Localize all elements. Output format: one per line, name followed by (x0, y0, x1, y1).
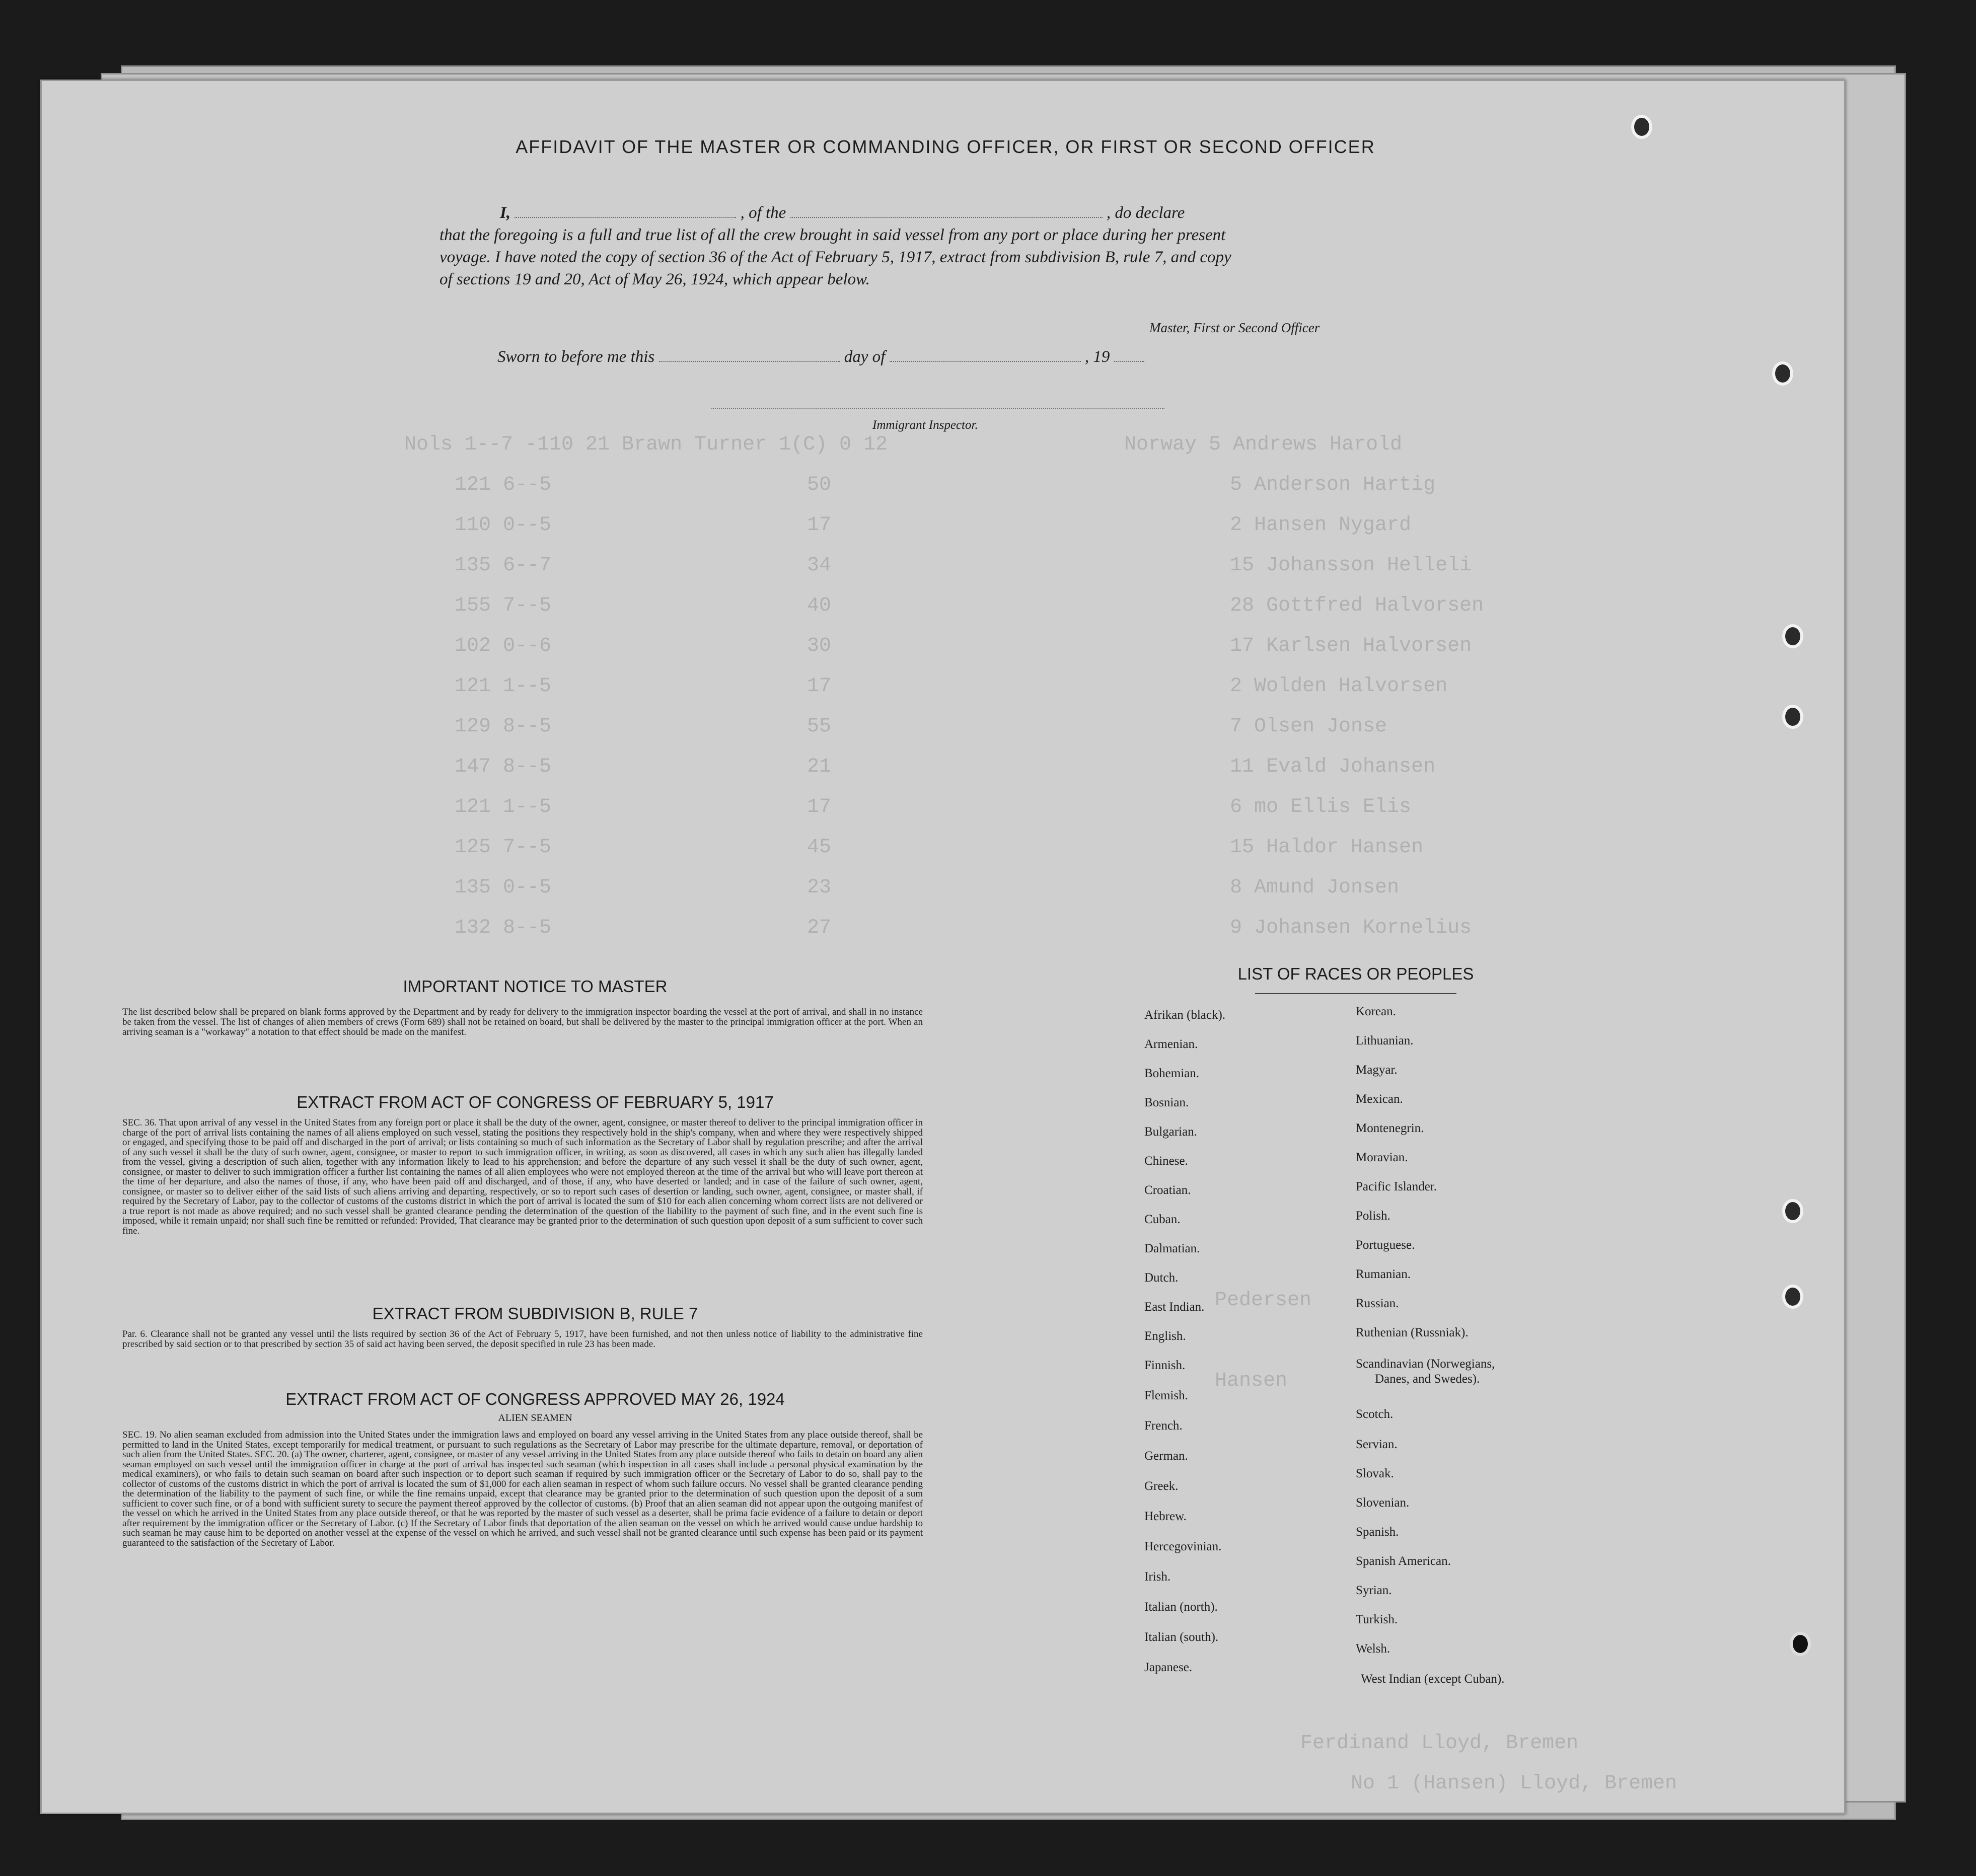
binder-hole-icon (1631, 115, 1652, 139)
race-item: Spanish American. (1356, 1554, 1451, 1568)
affidavit-title: AFFIDAVIT OF THE MASTER OR COMMANDING OFFICER, OR FIRST OR SECOND OFFICER (516, 136, 1375, 157)
extract-1924-subtitle: ALIEN SEAMEN (498, 1412, 572, 1423)
declarant-name-field[interactable] (515, 217, 736, 218)
race-item: Welsh. (1356, 1642, 1390, 1656)
race-item: Danes, and Swedes). (1375, 1372, 1480, 1386)
sworn-label: Sworn to before me this (497, 348, 655, 366)
inspector-label: Immigrant Inspector. (872, 418, 978, 432)
race-item: French. (1144, 1419, 1183, 1433)
rule7-title: EXTRACT FROM SUBDIVISION B, RULE 7 (372, 1304, 698, 1323)
race-item: Mexican. (1356, 1092, 1403, 1106)
race-item: Magyar. (1356, 1063, 1398, 1077)
sworn-year-field[interactable] (1114, 361, 1144, 362)
binder-hole-icon (1790, 1632, 1811, 1656)
master-signature-label: Master, First or Second Officer (1149, 320, 1320, 335)
do-declare-label: , do declare (1106, 204, 1185, 222)
race-item: Hebrew. (1144, 1510, 1187, 1523)
race-item: Croatian. (1144, 1183, 1191, 1197)
binder-hole-icon (1782, 1199, 1803, 1223)
race-item: Scandinavian (Norwegians, (1356, 1357, 1495, 1371)
day-of-label: day of (844, 348, 886, 366)
race-item: West Indian (except Cuban). (1361, 1672, 1505, 1686)
declaration-line-3: of sections 19 and 20, Act of May 26, 1924, which appear below. (440, 270, 870, 288)
i-label: I, (500, 204, 511, 222)
binder-hole-icon (1782, 1285, 1803, 1309)
race-item: Polish. (1356, 1209, 1390, 1223)
race-item: Spanish. (1356, 1525, 1399, 1539)
race-item: Greek. (1144, 1479, 1179, 1493)
race-item: Japanese. (1144, 1661, 1193, 1674)
declaration-line-1: that the foregoing is a full and true list of all the crew brought in said vessel from any port or place during her present (440, 226, 1226, 244)
race-item: Italian (north). (1144, 1600, 1218, 1614)
race-item: Dutch. (1144, 1271, 1179, 1285)
race-item: Hercegovinian. (1144, 1540, 1222, 1553)
race-item: Servian. (1356, 1438, 1398, 1451)
extract-1917-title: EXTRACT FROM ACT OF CONGRESS OF FEBRUARY 5, 1917 (297, 1093, 774, 1111)
race-item: Bulgarian. (1144, 1125, 1197, 1139)
extract-1924-title: EXTRACT FROM ACT OF CONGRESS APPROVED MAY 26, 1924 (285, 1390, 785, 1408)
race-item: Dalmatian. (1144, 1242, 1200, 1255)
race-item: Turkish. (1356, 1613, 1398, 1626)
race-item: Moravian. (1356, 1151, 1408, 1164)
race-item: Italian (south). (1144, 1630, 1219, 1644)
race-item: Ruthenian (Russniak). (1356, 1326, 1469, 1339)
race-item: Montenegrin. (1356, 1121, 1424, 1135)
race-item: Slovak. (1356, 1467, 1394, 1480)
sworn-month-field[interactable] (890, 361, 1081, 362)
race-item: Slovenian. (1356, 1496, 1410, 1510)
race-item: Pacific Islander. (1356, 1180, 1437, 1193)
race-item: Rumanian. (1356, 1267, 1411, 1281)
race-item: Bohemian. (1144, 1067, 1200, 1080)
sworn-day-field[interactable] (659, 361, 840, 362)
binder-hole-icon (1782, 705, 1803, 729)
race-item: Armenian. (1144, 1037, 1198, 1051)
notice-text: The list described below shall be prepared on blank forms approved by the Department and by ready for delivery to the immigration inspector boarding the vessel at the port of arrival, and shall in no instance be taken from the vessel. The list of changes of alien members of crews (Form 689) shall not be retained on board, but shall be delivered by the master to the principal immigration officer at the port. When an arriving seaman is a "workaway" a notation to that effect should be made on the manifest. (122, 1007, 923, 1037)
sworn-statement (497, 348, 1144, 366)
year-label: , 19 (1084, 348, 1110, 366)
vessel-name-field[interactable] (790, 217, 1103, 218)
binder-hole-icon (1782, 624, 1803, 648)
race-item: East Indian. (1144, 1300, 1205, 1314)
inspector-signature-line (711, 408, 1164, 409)
race-item: Cuban. (1144, 1213, 1181, 1226)
manifest-page: Nols 1--7 -110 21 Brawn Turner 1(C) 0 12 121 6--5 110 0--5 135 6--7 155 7--5 102 0--6 121 1--5 129 8--5 147 8--5 121 1--5 125 7--5 135 0--5 132 8--5 50 17 34 40 30 17 55 21 17 45 23 27 Norway 5 Andrews Harold 5 Anderson Hartig 2 Hansen Nygard 15 Johansson Helleli 28 Gottfred Halvorsen 17 Karlsen Halvorsen 2 Wolden Halvorsen 7 Olsen Jonse 11 Evald Johansen 6 mo Ellis Elis 15 Haldor Hansen 8 Amund Jonsen 9 Johansen Kornelius Pedersen Hansen Ferdinand Lloyd, Bremen No 1 (Hansen) Lloyd, Bremen AFFIDAVIT OF THE MASTER OR COMMANDING OFFICER, OR FIRST OR SECOND OFFICER I, , of the , do declare that the foregoing is a full and true list of all the crew brought in said vessel from any port or place during her present voyage. I have noted the copy of section 36 of the Act of February 5, 1917, extract from subdivision B, rule 7, and copy of sections 19 and 20, Act of May 26, 1924, which appear below. Master, First or Second Officer Sworn to before me this day of , 19 Immigrant Inspector. IMPORTANT NOTICE TO MASTER The list described below shall be prepared on blank forms approved by the Department and by ready for delivery to the immigration inspector boarding the vessel at the port of arrival, and shall in no instance be taken from the vessel. The list of changes of alien members of crews (Form 689) shall not be retained on board, but shall be delivered by the master to the principal immigration officer at the port. When an arriving seaman is a "workaway" a notation to that effect should be made on the manifest. EXTRACT FROM ACT OF CONGRESS OF FEBRUARY 5, 1917 SEC. 36. That upon arrival of any vessel in the United States from any foreign port or place it shall be the duty of the owner, agent, consignee, or master thereof to deliver to the principal immigration officer in charge of the port of arrival lists containing the names of all aliens employed on such vessel, stating the positions they respectively hold in the ship's company, when and where they were respectively shipped or engaged, and specifying those to be paid off and discharged in the port of arrival; or lists containing so much of such information as the Secretary of Labor shall by regulation prescribe; and after the arrival of any such vessel it shall be the duty of such owner, agent, consignee, or master to report to such immigration officer, in writing, as soon as discovered, all cases in which any such alien has illegally landed from the vessel, giving a description of such alien, together with any information likely to lead to his apprehension; and before the departure of any such vessel it shall be the duty of such owner, agent, consignee, or master to deliver to such immigration officer a further list containing the names of all alien employees who were not employed thereon at the time of the arrival but who will leave port thereon at the time of her departure, and also the names of those, if any, who have been paid off and discharged, and of those, if any, who have deserted or landed; and in case of the failure of such owner, agent, consignee, or master so to deliver either of the said lists of such aliens arriving and departing, respectively, or so to report such cases of desertion or landing, such owner, agent, consignee, or master shall, if required by the Secretary of Labor, pay to the collector of customs of the customs district in which the port of arrival is located the sum of $10 for each alien concerning whom correct lists are not delivered or a true report is not made as above required; and no such vessel shall be granted clearance pending the determination of the question of the liability to the payment of such fine, and in the event such fine is imposed, while it remain unpaid; nor shall such fine be remitted or refunded: Provided, That clearance may be granted prior to the determination of such question upon deposit of a sum sufficient to cover such fine. EXTRACT FROM SUBDIVISION B, RULE 7 Par. 6. Clearance shall not be granted any vessel until the lists required by section 36 of the Act of February 5, 1917, have been furnished, and not then unless notice of liability to the administrative fine prescribed by said section or to that prescribed by section 35 of said act having been served, the deposit specified in rule 23 has been made. EXTRACT FROM ACT OF CONGRESS APPROVED MAY 26, 1924 ALIEN SEAMEN SEC. 19. No alien seaman excluded from admission into the United States under the immigration laws and employed on board any vessel arriving in the United States from any place outside thereof, shall be permitted to land in the United States, except temporarily for medical treatment, or pursuant to such regulations as the Secretary of Labor may prescribe for the ultimate departure, removal, or deportation of such alien from the United States. SEC. 20. (a) The owner, charterer, agent, consignee, or master of any vessel arriving in the United States from any place outside thereof who fails to detain on board any alien seaman employed on such vessel until the immigration officer in charge at the port of arrival has inspected such seaman (which inspection in all cases shall include a personal physical examination by the medical examiners), or who fails to detain such seaman on board after such inspection or to deport such seaman if required by such immigration officer or the Secretary of Labor to do so, shall pay to the collector of customs of the customs district in which the port of arrival is located the sum of $1,000 for each alien seaman in respect of whom such failure occurs. No vessel shall be granted clearance pending the determination of the liability to the payment of such fine, or while the fine remains unpaid, except that clearance may be granted prior to the determination of such question upon the deposit of a sum sufficient to cover such fine, or of a bond with sufficient surety to secure the payment thereof approved by the collector of customs. (b) Proof that an alien seaman did not appear upon the outgoing manifest of the vessel on which he arrived in the United States from any place outside thereof, or that he was reported by the master of such vessel as a deserter, shall be prima facie evidence of a failure to detain or deport after requirement by the immigration officer or the Secretary of Labor. (c) If the Secretary of Labor finds that deportation of the alien seaman on the vessel on which he arrived would cause undue hardship to such seaman he may cause him to be deported on another vessel at the expense of the vessel on which he arrived, and such vessel shall not be granted clearance until such expense has been paid or its payment guaranteed to the satisfaction of the Secretary of Labor. LIST OF RACES OR PEOPLES Afrikan (black). Armenian. Bohemian. Bosnian. Bulgarian. Chinese. Croatian. Cuban. Dalmatian. Dutch. East Indian. English. Finnish. Flemish. French. German. Greek. Hebrew. Hercegovinian. Irish. Italian (north). Italian (south). Japanese. Korean. Lithuanian. Magyar. Mexican. Montenegrin. Moravian. Pacific Islander. Polish. Portuguese. Rumanian. Russian. Ruthenian (Russniak). Scandinavian (Norwegians, Danes, and Swedes). Scotch. Servian. Slovak. Slovenian. Spanish. Spanish American. Syrian. Turkish. Welsh. West Indian (except Cuban). (40, 80, 1846, 1814)
rule7-text: Par. 6. Clearance shall not be granted any vessel until the lists required by section 36 of the Act of February 5, 1917, have been furnished, and not then unless notice of liability to the administrative fine prescribed by said section or to that prescribed by section 35 of said act having been served, the deposit specified in rule 23 has been made. (122, 1329, 923, 1349)
race-item: Flemish. (1144, 1389, 1188, 1402)
race-item: Chinese. (1144, 1154, 1188, 1168)
race-item: Syrian. (1356, 1584, 1392, 1597)
race-item: Korean. (1356, 1005, 1396, 1018)
race-item: English. (1144, 1329, 1186, 1343)
declaration-line-2: voyage. I have noted the copy of section 36 of the Act of February 5, 1917, extract from subdivision B, rule 7, and copy (440, 248, 1231, 266)
race-item: Bosnian. (1144, 1096, 1189, 1109)
binder-hole-icon (1772, 361, 1793, 386)
extract-1924-text: SEC. 19. No alien seaman excluded from admission into the United States under the immigration laws and employed on board any vessel arriving in the United States from any place outside thereof, shall be permitted to land in the United States, except temporarily for medical treatment, or pursuant to such regulations as the Secretary of Labor may prescribe for the ultimate departure, removal, or deportation of such alien from the United States. SEC. 20. (a) The owner, charterer, agent, consignee, or master of any vessel arriving in the United States from any place outside thereof who fails to detain on board any alien seaman employed on such vessel until the immigration officer in charge at the port of arrival has inspected such seaman (which inspection in all cases shall include a personal physical examination by the medical examiners), or who fails to detain such seaman on board after such inspection or to deport such seaman if required by such immigration officer or the Secretary of Labor to do so, shall pay to the collector of customs of the customs district in which the port of arrival is located the sum of $1,000 for each alien seaman in respect of whom such failure occurs. No vessel shall be granted clearance pending the determination of the liability to the payment of such fine, or while the fine remains unpaid, except that clearance may be granted prior to the determination of such question upon the deposit of a sum sufficient to cover such fine, or of a bond with sufficient surety to secure the payment thereof approved by the collector of customs. (b) Proof that an alien seaman did not appear upon the outgoing manifest of the vessel on which he arrived in the United States from any place outside thereof, or that he was reported by the master of such vessel as a deserter, shall be prima facie evidence of a failure to detain or deport after requirement by the immigration officer or the Secretary of Labor. (c) If the Secretary of Labor finds that deportation of the alien seaman on the vessel on which he arrived would cause undue hardship to such seaman he may cause him to be deported on another vessel at the expense of the vessel on which he arrived, and such vessel shall not be granted clearance until such expense has been paid or its payment guaranteed to the satisfaction of the Secretary of Labor. (122, 1430, 923, 1548)
race-item: Scotch. (1356, 1407, 1394, 1421)
extract-1917-text: SEC. 36. That upon arrival of any vessel in the United States from any foreign port or place it shall be the duty of the owner, agent, consignee, or master thereof to deliver to the principal immigration officer in charge of the port of arrival lists containing the names of all aliens employed on such vessel, stating the positions they respectively hold in the ship's company, when and where they were respectively shipped or engaged, and specifying those to be paid off and discharged in the port of arrival; or lists containing so much of such information as the Secretary of Labor shall by regulation prescribe; and after the arrival of any such vessel it shall be the duty of such owner, agent, consignee, or master to report to such immigration officer, in writing, as soon as discovered, all cases in which any such alien has illegally landed from the vessel, giving a description of such alien, together with any information likely to lead to his apprehension; and before the departure of any such vessel it shall be the duty of such owner, agent, consignee, or master to deliver to such immigration officer a further list containing the names of all alien employees who were not employed thereon at the time of the arrival but who will leave port thereon at the time of her departure, and also the names of those, if any, who have been paid off and discharged, and of those, if any, who have deserted or landed; and in case of the failure of such owner, agent, consignee, or master so to deliver either of the said lists of such aliens arriving and departing, respectively, or so to report such cases of desertion or landing, such owner, agent, consignee, or master shall, if required by the Secretary of Labor, pay to the collector of customs of the customs district in which the port of arrival is located the sum of $10 for each alien concerning whom correct lists are not delivered or a true report is not made as above required; and no such vessel shall be granted clearance pending the determination of the question of the liability to the payment of such fine, and in the event such fine is imposed, while it remain unpaid; nor shall such fine be remitted or refunded: Provided, That clearance may be granted prior to the determination of such question upon deposit of a sum sufficient to cover such fine. (122, 1117, 923, 1236)
race-item: Russian. (1356, 1297, 1399, 1310)
of-the-label: , of the (740, 204, 786, 222)
race-item: Finnish. (1144, 1359, 1186, 1372)
races-title: LIST OF RACES OR PEOPLES (1237, 964, 1474, 983)
race-item: Irish. (1144, 1570, 1171, 1584)
race-item: Afrikan (black). (1144, 1008, 1226, 1022)
races-title-rule (1255, 993, 1456, 994)
race-item: Portuguese. (1356, 1238, 1415, 1252)
race-item: Lithuanian. (1356, 1034, 1414, 1047)
race-item: German. (1144, 1449, 1188, 1463)
notice-title: IMPORTANT NOTICE TO MASTER (403, 977, 668, 996)
